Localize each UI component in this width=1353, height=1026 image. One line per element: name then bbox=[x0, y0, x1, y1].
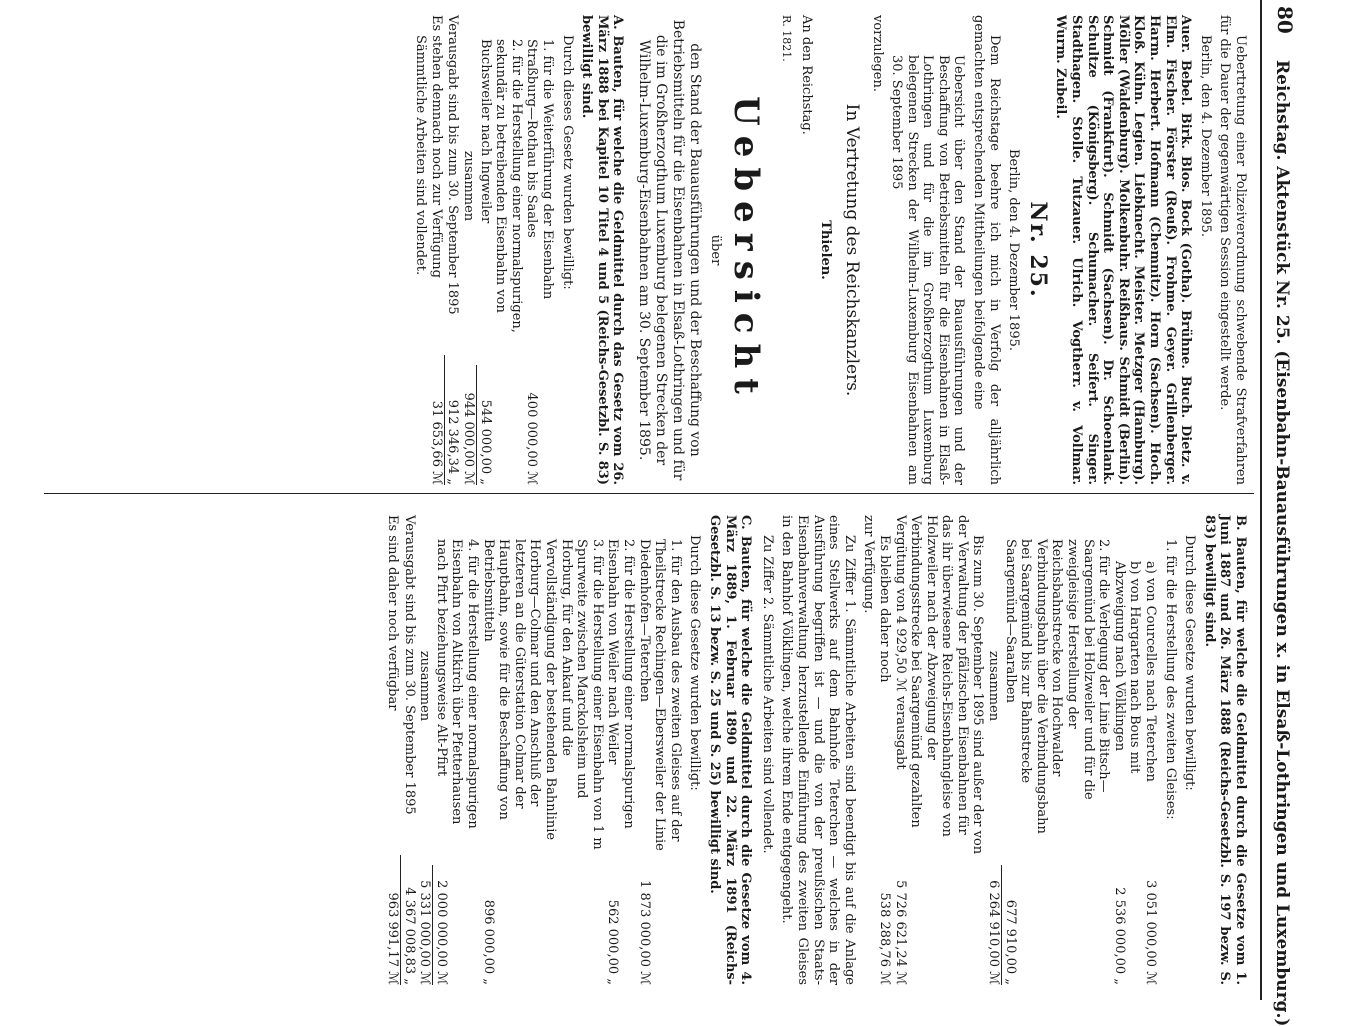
section-b-note-2: Zu Ziffer 2. Sämmtliche Arbeiten sind vollendet. bbox=[759, 535, 775, 854]
overview-title: Uebersicht bbox=[725, 96, 766, 404]
section-b-item-2: 2. für die Verlegung der Linie Bitsch—Saargemünd bei Holzweiler und für die zweigleisige Herstellung der Reichsbahnstrecke von Hochwalder Verbindungsbahn über die Verbindungsbahn bei Saargemünd bis zur Bahnstrecke Saargemünd—Saaralben 677 910,00 „ bbox=[1002, 539, 1112, 985]
section-b-note-1: Zu Ziffer 1. Sämmtliche Arbeiten sind beendigt bis auf die Anlage eines Stellwerks auf dem Bahnhofe Teterchen — welches in der Ausführung begriffen ist — und die von der preußischen Staats-Eisenbahnverwaltung herzustellende Einführung des zweiten Gleises in den Bahnhof Völklingen, welche ihrem Ende entgegengeht. bbox=[779, 515, 857, 985]
section-c-total: zusammen 5 331 000,00 ℳ bbox=[417, 650, 433, 985]
letter-vorzulegen: vorzulegen. bbox=[869, 15, 885, 92]
section-b-remaining: Es bleiben daher noch 538 288,76 ℳ bbox=[876, 535, 892, 985]
addressee: An den Reichstag. bbox=[798, 15, 814, 135]
section-c-item-2: 2. für die Herstellung einer normalspurigen Eisenbahn von Weiler nach Weiler 562 000,00 „ bbox=[605, 539, 637, 985]
section-b-intro: Durch diese Gesetze wurden bewilligt: bbox=[1182, 535, 1198, 791]
section-c-remaining: Es sind daher noch verfügbar 963 991,17 ℳ bbox=[385, 515, 401, 985]
intro-paragraph: Uebertretung einer Polizeiverordnung schwebende Strafverfahren für die Dauer der gegenwärtigen Session eingestellt werde. bbox=[1217, 15, 1248, 485]
page-running-title: Reichstag. Aktenstück Nr. 25. (Eisenbahn-Bauausführungen x. in Elsaß-Lothringen und Luxemburg.) bbox=[1272, 60, 1292, 1026]
column-divider bbox=[44, 493, 1254, 494]
section-b-total: zusammen 6 264 910,00 ℳ bbox=[986, 650, 1002, 985]
file-number: R. 1821. bbox=[780, 15, 794, 62]
letter-date: Berlin, den 4. Dezember 1895. bbox=[1006, 148, 1022, 352]
section-b-heading: B. Bauten, für welche die Geldmittel durch die Gesetze vom 1. Juni 1887 und 26. März 1888 (Reichs-Gesetzbl. S. 197 bezw. S. 83) bewilligt sind. bbox=[1201, 515, 1248, 985]
section-c-item-4: 4. für die Herstellung einer normalspurigen Eisenbahn von Altkirch über Pfetterhausen nach Pfirt beziehungsweise Alt-Pfirt 2 000 000,00 ℳ bbox=[433, 539, 481, 985]
section-a-remaining: Es stehen demnach noch zur Verfügung 31 653,66 ℳ bbox=[428, 15, 444, 485]
overview-ueber: über bbox=[707, 234, 723, 266]
section-a-heading: A. Bauten, für welche die Geldmittel durch das Gesetz vom 26. März 1888 bei Kapitel 10 Titel 4 und 5 (Reichs-Gesetzbl. S. 83) bewilligt sind. bbox=[579, 15, 626, 485]
section-c-spent: Verausgabt sind bis zum 30. September 1895 4 367 008,83 „ bbox=[401, 515, 417, 985]
section-b-spent: Bis zum 30. September 1895 sind außer der von der Verwaltung der pfälzischen Eisenbahnen für das ihr überwiesene Reichs-Eisenbahngleise von Holzweiler nach der Abzweigung der Verbindungsstrecke bei Saargemünd gezahlten Vergütung von 4 929,50 ℳ verausgabt 5 726 621,24 ℳ bbox=[892, 515, 986, 985]
section-c-heading: C. Bauten, für welche die Geldmittel durch die Gesetze vom 4. März 1889, 1. Februar 1890 und 22. März 1891 (Reichs-Gesetzbl. S. 13 bezw. S. 25 und S. 25) bewilligt sind. bbox=[707, 515, 754, 985]
signature-line: In Vertretung des Reichskanzlers. bbox=[841, 103, 862, 397]
section-b-verfuegung: zur Verfügung. bbox=[861, 515, 877, 614]
section-c-item-1: 1. für den Ausbau des zweiten Gleises auf der Theilstrecke Rechingen—Ebersweiler der Linie Diedenhofen—Teterchen 1 873 000,00 ℳ bbox=[636, 539, 683, 985]
signatories-list: Auer. Bebel. Birk. Blos. Bock (Gotha). Brühne. Buch. Dietz. v. Elm. Fischer. Förster (Reuß). Frohme. Geyer. Grillenberger. Harm. Herbert. Hofmann (Chemnitz). Horn (Sachsen). Hoch. Kloß. Kühn. Legien. Liebknecht. Meister. Metzger (Hamburg). Möller (Waldenburg). Molkenbuhr. Reißhaus. Schmidt (Berlin). Schmidt (Frankfurt). Schmidt (Sachsen). Dr. Schoenlank. Schultze (Königsberg). Schumacher. Seifert. Singer. Stadthagen. Stolle. Tutzauer. Ulrich. Vogtherr. v. Vollmar. Wurm. Zubeil. bbox=[1053, 15, 1194, 485]
letter-enclosure: Uebersicht über den Stand der Bauausführungen und der Beschaffung von Betriebsmitteln für die Eisenbahnen in Elsaß-Lothringen und für die im Großherzogthum Luxemburg belegenen Strecken der Wilhelm-Luxemburg Eisenbahnen am 30. September 1895 bbox=[889, 55, 967, 485]
section-a-total: zusammen 944 000,00 ℳ bbox=[461, 150, 477, 485]
overview-long-title: den Stand der Bauausführungen und der Beschaffung von Betriebsmitteln für die Eisenbahnen in Elsaß-Lothringen und für die im Großherzogthum Luxemburg belegenen Strecken der Wilhelm-Luxemburg-Eisenbahnen am 30. September 1895. bbox=[636, 19, 704, 481]
section-a-item-1: 1. für die Weiterführung der Eisenbahn Straßburg—Rothau bis Saales 400 000,00 ℳ bbox=[524, 39, 555, 485]
section-a-closing: Sämmtliche Arbeiten sind vollendet. bbox=[413, 35, 429, 276]
section-a-item-2: 2. für die Herstellung einer normalspurigen, sekundär zu betreibenden Eisenbahn von Buchsweiler nach Ingweiler 544 000,00 „ bbox=[477, 39, 524, 485]
page-header bbox=[1260, 0, 1300, 1026]
signature-name: Thielen. bbox=[818, 220, 834, 280]
letter-paragraph: Dem Reichstage beehre ich mich in Verfolg der alljährlich gemachten entsprechenden Mittheilungen beifolgende eine bbox=[971, 15, 1002, 485]
section-a-spent: Verausgabt sind bis zum 30. September 1895 912 346,34 „ bbox=[445, 15, 461, 485]
right-column bbox=[385, 515, 1248, 985]
section-b-item-1: 1. für die Herstellung des zweiten Gleises: bbox=[1162, 539, 1178, 820]
left-column bbox=[409, 15, 1248, 485]
section-c-item-3: 3. für die Herstellung einer Eisenbahn von 1 m Spurweite zwischen Marckolsheim und Horburg, für den Ankauf und die Vervollständigung der bestehenden Bahnlinie Horburg—Colmar und den Anschluß der letzteren an die Güterstation Colmar der Hauptbahn, sowie für die Beschaffung von Betriebsmitteln 896 000,00 „ bbox=[480, 539, 605, 985]
document-number-heading: Nr. 25. bbox=[1024, 201, 1051, 299]
date-line: Berlin, den 4. Dezember 1895. bbox=[1197, 35, 1213, 238]
section-b-item-1b: b) von Hargarten nach Bous mit Abzweigung nach Völklingen 2 536 000,00 „ bbox=[1111, 561, 1143, 985]
page-number: 80 bbox=[1273, 6, 1297, 34]
section-a-intro: Durch dieses Gesetz wurden bewilligt: bbox=[559, 35, 575, 290]
section-c-intro: Durch diese Gesetze wurden bewilligt: bbox=[687, 535, 703, 791]
section-b-item-1a: a) von Courcelles nach Teterchen 3 051 000,00 ℳ bbox=[1143, 561, 1159, 985]
